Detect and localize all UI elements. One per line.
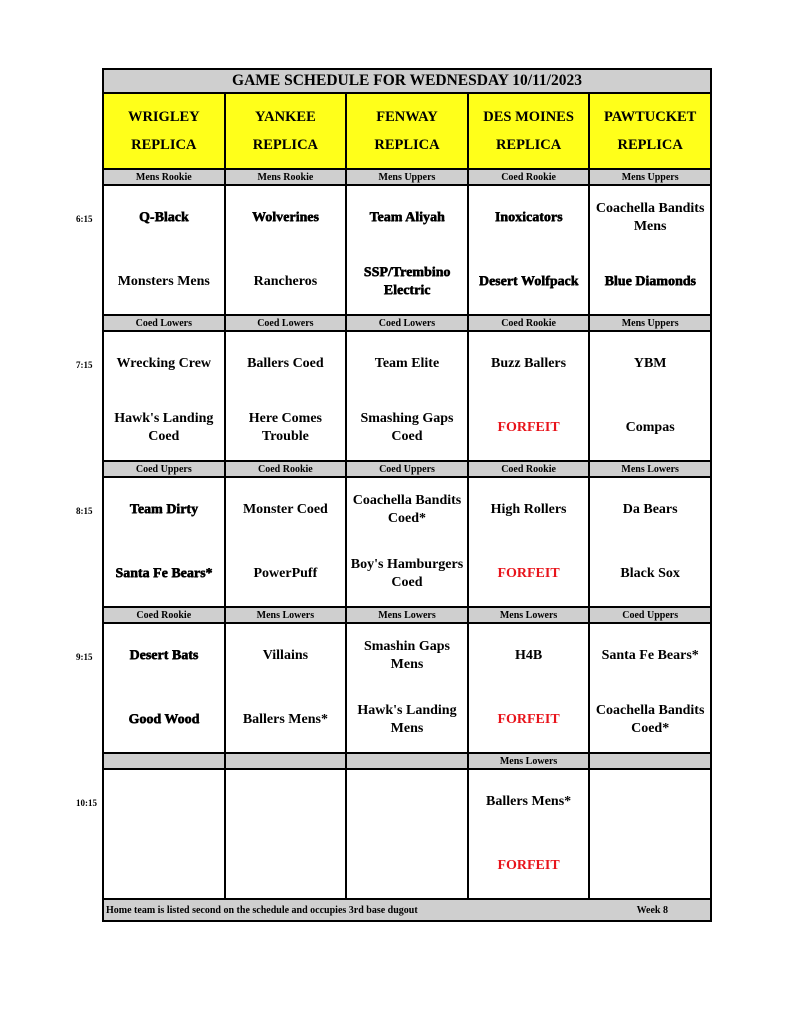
away-team: Monster Coed xyxy=(242,502,328,517)
division-label: Mens Uppers xyxy=(621,317,679,329)
home-team: Boy's Hamburgers Coed xyxy=(350,557,464,590)
division-label: Mens Lowers xyxy=(347,608,469,622)
home-team: Rancheros xyxy=(253,274,318,289)
home-team xyxy=(590,834,710,898)
away-team: Buzz Ballers xyxy=(491,356,567,371)
away-team xyxy=(590,770,710,834)
schedule-title: GAME SCHEDULE FOR WEDNESDAY 10/11/2023 xyxy=(102,68,712,94)
time-label: 8:15 xyxy=(76,506,93,516)
field-subname: REPLICA xyxy=(617,137,683,153)
game-cell xyxy=(104,186,226,314)
away-team xyxy=(347,770,467,834)
field-name: YANKEE xyxy=(255,109,316,125)
division-label: Mens Uppers xyxy=(347,170,469,184)
home-team: Desert Wolfpack xyxy=(478,274,579,289)
game-cell xyxy=(226,186,348,314)
division-label: Mens Rookie xyxy=(104,170,226,184)
division-row xyxy=(102,168,712,186)
field-subname: REPLICA xyxy=(374,137,440,153)
division-row xyxy=(102,606,712,624)
game-cell xyxy=(590,332,710,460)
home-team: Smashing Gaps Coed xyxy=(360,411,454,444)
home-team: Hawk's Landing Coed xyxy=(114,411,214,444)
division-label: Coed Uppers xyxy=(347,462,469,476)
game-row xyxy=(76,770,712,898)
division-label: Mens Lowers xyxy=(469,754,591,768)
field-header xyxy=(469,94,591,168)
away-team: Ballers Mens* xyxy=(486,794,572,809)
away-team: Team Dirty xyxy=(129,502,198,517)
away-team: Santa Fe Bears* xyxy=(601,648,699,663)
timeslots xyxy=(76,168,712,898)
home-team: Monsters Mens xyxy=(117,274,210,289)
home-team: Ballers Mens* xyxy=(242,712,328,727)
schedule-table xyxy=(76,68,712,922)
field-subname: REPLICA xyxy=(131,137,197,153)
field-header xyxy=(590,94,710,168)
away-team xyxy=(226,770,346,834)
away-team: Villains xyxy=(262,648,309,663)
game-cell xyxy=(104,770,226,898)
game-cell xyxy=(104,624,226,752)
home-team: Blue Diamonds xyxy=(604,274,696,289)
time-label: 9:15 xyxy=(76,652,93,662)
home-team: FORFEIT xyxy=(497,566,560,581)
schedule-footer xyxy=(102,898,712,922)
game-cell xyxy=(104,332,226,460)
field-name: DES MOINES xyxy=(483,109,574,125)
home-team-note: Home team is listed second on the schedule and occupies 3rd base dugout xyxy=(106,904,418,916)
away-team xyxy=(104,770,224,834)
away-team: Wrecking Crew xyxy=(116,356,212,371)
field-header xyxy=(226,94,348,168)
division-label: Coed Lowers xyxy=(104,316,226,330)
game-cell xyxy=(469,332,591,460)
division-row xyxy=(102,314,712,332)
game-cell xyxy=(469,478,591,606)
game-cell xyxy=(590,478,710,606)
time-label: 7:15 xyxy=(76,360,93,370)
game-cell xyxy=(226,624,348,752)
field-name: FENWAY xyxy=(376,109,438,125)
home-team xyxy=(226,834,346,898)
division-label: Coed Uppers xyxy=(104,462,226,476)
division-label: Coed Rookie xyxy=(469,316,591,330)
time-label: 10:15 xyxy=(76,798,97,808)
game-cell xyxy=(226,770,348,898)
field-subname: REPLICA xyxy=(252,137,319,153)
home-team: FORFEIT xyxy=(497,420,560,435)
division-label: Coed Rookie xyxy=(469,462,591,476)
away-team: Coachella Bandits Mens xyxy=(595,201,705,234)
division-label: Coed Lowers xyxy=(347,316,469,330)
away-team: High Rollers xyxy=(490,502,567,517)
away-team: Team Elite xyxy=(374,356,440,371)
field-name: PAWTUCKET xyxy=(603,109,697,125)
division-label: Coed Rookie xyxy=(469,170,591,184)
away-team: Team Aliyah xyxy=(369,210,445,225)
home-team: FORFEIT xyxy=(497,712,560,727)
game-cell xyxy=(347,186,469,314)
field-name: WRIGLEY xyxy=(127,109,200,125)
away-team: Inoxicators xyxy=(494,210,563,225)
field-subname: REPLICA xyxy=(495,137,562,153)
division-label xyxy=(226,754,348,768)
home-team: Compas xyxy=(625,420,675,435)
field-header-row xyxy=(102,94,712,168)
game-cell xyxy=(469,770,591,898)
home-team: Black Sox xyxy=(620,566,680,581)
division-label xyxy=(347,754,469,768)
game-cell xyxy=(469,186,591,314)
game-row xyxy=(76,624,712,752)
division-row xyxy=(102,752,712,770)
home-team: SSP/Trembino Electric xyxy=(363,265,451,298)
home-team: Coachella Bandits Coed* xyxy=(595,703,705,736)
away-team: Wolverines xyxy=(251,210,319,225)
game-row xyxy=(76,332,712,460)
division-label: Mens Rookie xyxy=(226,170,348,184)
home-team: Hawk's Landing Mens xyxy=(357,703,457,736)
away-team: Q-Black xyxy=(138,210,189,225)
week-label: Week 8 xyxy=(636,904,668,916)
game-cell xyxy=(347,332,469,460)
home-team: PowerPuff xyxy=(253,566,318,581)
away-team: Ballers Coed xyxy=(247,356,324,371)
division-label: Coed Rookie xyxy=(226,462,348,476)
game-cell xyxy=(590,186,710,314)
game-row xyxy=(76,478,712,606)
home-team xyxy=(104,834,224,898)
division-label: Coed Lowers xyxy=(226,316,348,330)
away-team: YBM xyxy=(633,356,667,371)
division-label xyxy=(590,754,710,768)
game-cell xyxy=(347,624,469,752)
division-row xyxy=(102,460,712,478)
game-cell xyxy=(104,478,226,606)
game-cell xyxy=(590,624,710,752)
game-row xyxy=(76,186,712,314)
division-label: Coed Uppers xyxy=(622,609,679,621)
game-cell xyxy=(347,478,469,606)
game-cell xyxy=(590,770,710,898)
away-team: Coachella Bandits Coed* xyxy=(352,493,462,526)
game-cell xyxy=(226,332,348,460)
division-label: Mens Uppers xyxy=(621,171,679,183)
home-team xyxy=(347,834,467,898)
division-label: Mens Lowers xyxy=(469,608,591,622)
division-label: Coed Rookie xyxy=(104,608,226,622)
division-label: Mens Lowers xyxy=(621,463,679,475)
home-team: Good Wood xyxy=(128,712,200,727)
away-team: Da Bears xyxy=(622,502,678,517)
home-team: FORFEIT xyxy=(497,858,560,873)
away-team: Smashin Gaps Mens xyxy=(363,639,450,672)
division-label xyxy=(104,754,226,768)
time-label: 6:15 xyxy=(76,214,93,224)
game-cell xyxy=(226,478,348,606)
field-header xyxy=(347,94,469,168)
away-team: H4B xyxy=(514,648,543,663)
division-label: Mens Lowers xyxy=(226,608,348,622)
away-team: Desert Bats xyxy=(129,648,199,663)
field-header xyxy=(104,94,226,168)
game-cell xyxy=(469,624,591,752)
home-team: Santa Fe Bears* xyxy=(115,566,213,581)
home-team: Here Comes Trouble xyxy=(248,411,322,444)
game-cell xyxy=(347,770,469,898)
